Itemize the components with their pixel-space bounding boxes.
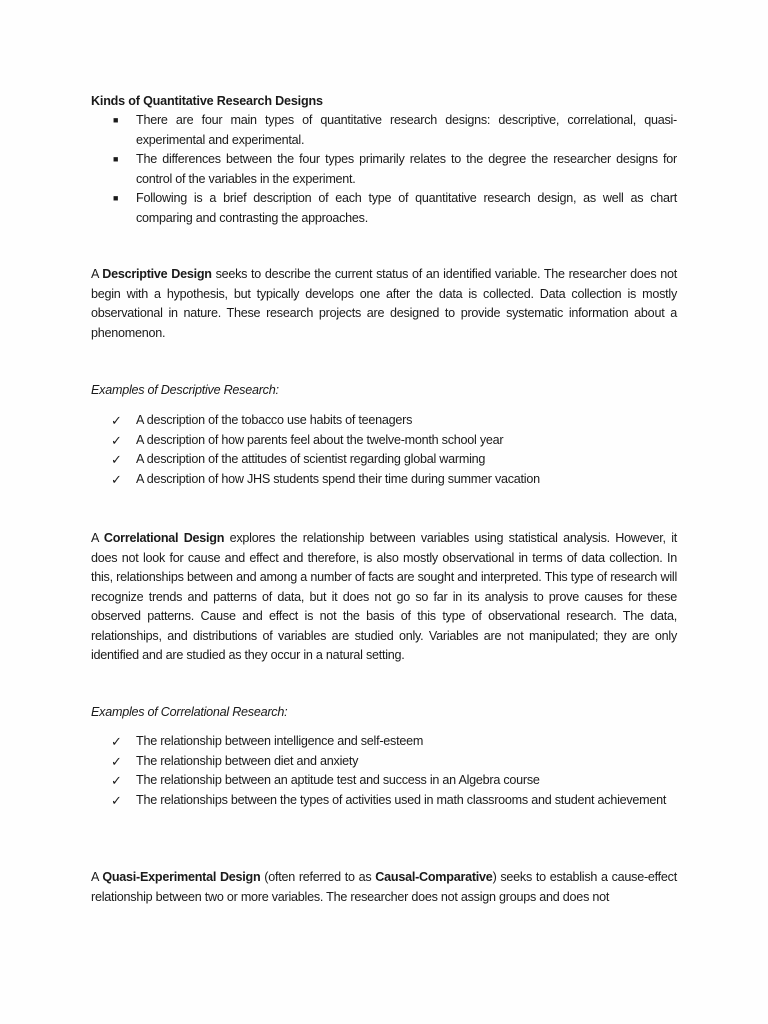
list-item: ■ There are four main types of quantitative research designs: descriptive, correlational, quasi-experimental and experimental. [113,113,677,147]
correlational-design-paragraph: A Correlational Design explores the relationship between variables using statistical analysis. However, it does not look for cause and effect and therefore, is also mostly observational in terms of data collection. In this, relationships between and among a number of facts are sought and interpreted. This type of research will recognize trends and patterns of data, but it does not go so far in its analysis to prove causes for these observed patterns. Cause and effect is not the basis of this type of observational research. The data, relationships, and distributions of variables are studied only. Variables are not manipulated; they are only identified and are studied as they occur in a natural setting. [91,531,677,662]
checkmark-icon: ✓ [111,471,122,487]
list-item: ✓ The relationship between an aptitude test and success in an Algebra course [91,771,677,791]
correlational-design-term: Correlational Design [103,531,225,545]
checkmark-icon: ✓ [111,773,122,788]
correlational-examples-title: Examples of Correlational Research: [91,705,288,719]
quasi-experimental-design-paragraph: A Quasi-Experimental Design (often referred to as Causal-Comparative) seeks to establish a cause-effect relationship between two or more variables. The researcher does not assign groups and does not [91,870,677,904]
list-item: ✓ A description of how JHS students spend their time during summer vacation [91,470,677,490]
checkmark-icon: ✓ [111,792,122,808]
list-item: ■ Following is a brief description of each type of quantitative research design, as well as chart comparing and contrasting the approaches. [113,191,677,225]
square-bullet-icon: ■ [113,115,119,125]
descriptive-design-paragraph: A Descriptive Design seeks to describe the current status of an identified variable. The researcher does not begin with a hypothesis, but typically develops one after the data is collected. Data collection is mostly observational in nature. These research projects are designed to provide systematic information about a phenomenon. [91,267,677,340]
list-item: ✓ A description of the tobacco use habits of teenagers [91,411,677,431]
square-bullet-icon: ■ [113,154,119,164]
list-item: ✓ The relationship between intelligence and self-esteem [91,732,677,752]
list-item: ✓ A description of the attitudes of scientist regarding global warming [91,450,677,470]
checkmark-icon: ✓ [111,432,122,448]
causal-comparative-term: Causal-Comparative [375,870,493,884]
quasi-experimental-design-term: Quasi-Experimental Design [102,870,261,884]
list-item: ✓ A description of how parents feel about the twelve-month school year [91,431,677,451]
checkmark-icon: ✓ [111,734,122,749]
square-bullet-icon: ■ [113,193,119,203]
descriptive-examples-title: Examples of Descriptive Research: [91,383,279,397]
checkmark-icon: ✓ [111,413,122,428]
section-heading: Kinds of Quantitative Research Designs [91,94,323,108]
list-item: ■ The differences between the four types primarily relates to the degree the researcher designs for control of the variables in the experiment. [113,152,677,186]
checkmark-icon: ✓ [111,452,122,467]
intro-bullet-list [91,111,677,228]
descriptive-design-term: Descriptive Design [102,267,212,281]
correlational-examples-list [91,732,677,810]
list-item: ✓ The relationships between the types of activities used in math classrooms and student achievement [91,791,677,811]
descriptive-examples-list [91,411,677,489]
checkmark-icon: ✓ [111,753,122,769]
list-item: ✓ The relationship between diet and anxiety [91,752,677,772]
